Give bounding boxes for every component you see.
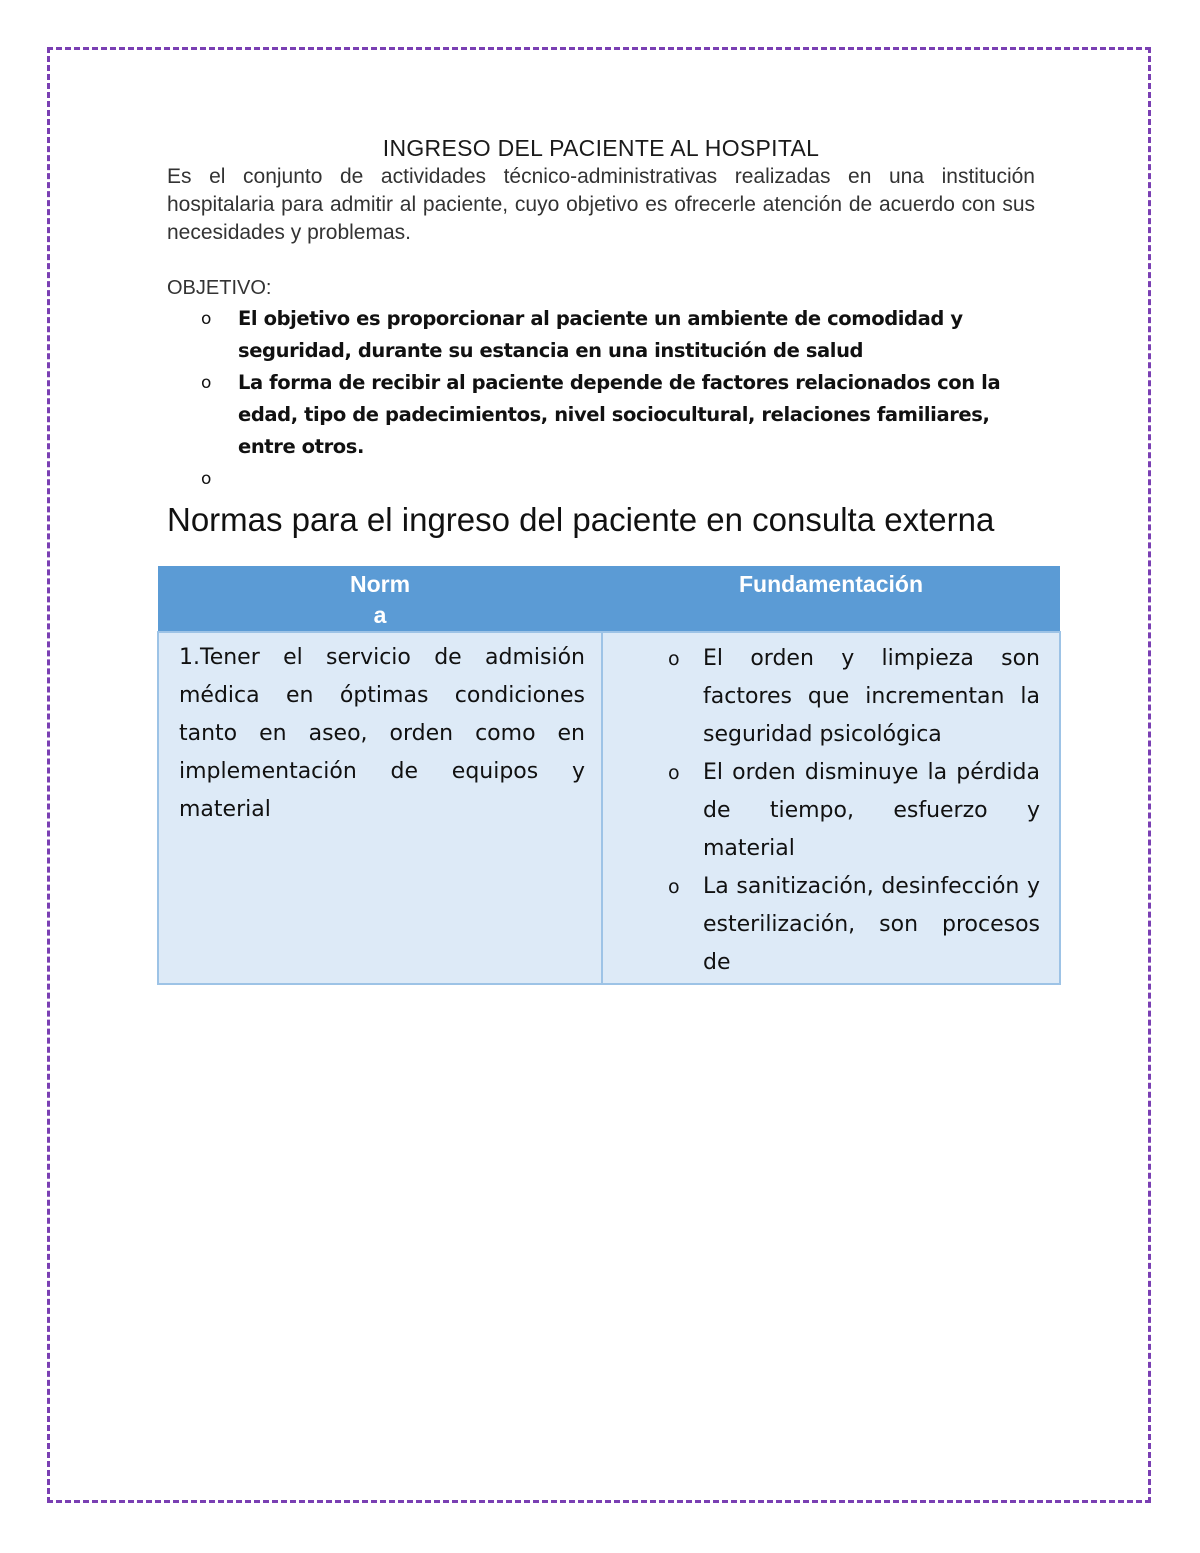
objective-item (167, 367, 1035, 463)
objective-item-text: El objetivo es proporcionar al paciente un ambiente de comodidad y seguridad, durante su estancia en una institución de salud (238, 307, 963, 362)
bullet-circle-icon: o (201, 309, 212, 329)
objective-item-text: La forma de recibir al paciente depende de factores relacionados con la edad, tipo de padecimientos, nivel sociocultural, relaciones familiares, entre otros. (238, 371, 1001, 458)
bullet-circle-icon: o (668, 876, 680, 898)
objective-item-empty (167, 463, 1035, 497)
table-header-row (158, 566, 1060, 632)
objective-item (167, 303, 1035, 367)
fundamentacion-cell (602, 632, 1060, 984)
objective-list (167, 303, 1035, 497)
document-title: INGRESO DEL PACIENTE AL HOSPITAL (382, 135, 820, 161)
fundamentacion-item-text: El orden y limpieza son factores que incrementan la seguridad psicológica (703, 646, 1040, 747)
document-body (167, 133, 1035, 541)
fundamentacion-list (604, 634, 1058, 982)
norma-cell: 1.Tener el servicio de admisión médica en óptimas condiciones tanto en aseo, orden como en implementación de equipos y material (158, 632, 602, 984)
section-heading: Normas para el ingreso del paciente en consulta externa (167, 501, 995, 538)
fundamentacion-item (604, 640, 1040, 754)
column-header-norma (158, 566, 602, 632)
norms-table (157, 566, 1061, 985)
table-row (158, 632, 1060, 984)
bullet-circle-icon: o (201, 373, 212, 393)
bullet-circle-icon: o (668, 762, 680, 784)
column-header-fundamentacion: Fundamentación (602, 566, 1060, 632)
bullet-circle-icon: o (668, 648, 680, 670)
objective-heading: OBJETIVO: (167, 277, 272, 299)
fundamentacion-item (604, 754, 1040, 868)
bullet-circle-icon: o (201, 469, 212, 489)
fundamentacion-item-text: El orden disminuye la pérdida de tiempo, esfuerzo y material (703, 760, 1040, 861)
column-header-norma-label: Norma (349, 571, 411, 628)
fundamentacion-item (604, 868, 1040, 982)
fundamentacion-item-text: La sanitización, desinfección y esterilización, son procesos de (703, 874, 1040, 975)
intro-paragraph: Es el conjunto de actividades técnico-administrativas realizadas en una institución hospitalaria para admitir al paciente, cuyo objetivo es ofrecerle atención de acuerdo con sus necesidades y problemas. (167, 165, 1035, 244)
